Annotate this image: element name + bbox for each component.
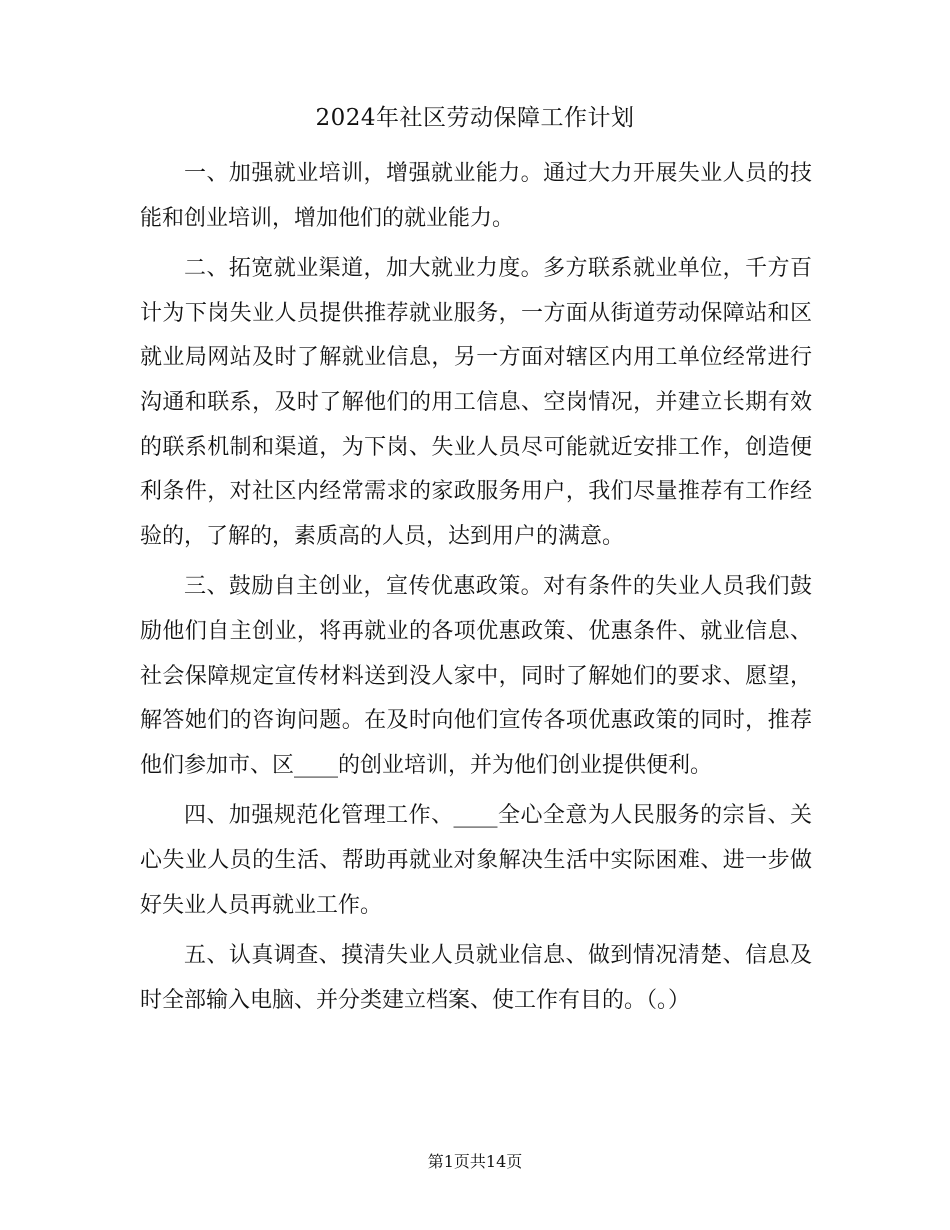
document-title: 2024年社区劳动保障工作计划 (315, 105, 635, 131)
paragraph-4: 四、加强规范化管理工作、____全心全意为人民服务的宗旨、关心失业人员的生活、帮助再就业对象解决生活中实际困难、进一步做好失业人员再就业工作。 (140, 803, 812, 918)
page-number-footer: 第1页共14页 (427, 1152, 523, 1171)
paragraph-5: 五、认真调查、摸清失业人员就业信息、做到情况清楚、信息及时全部输入电脑、并分类建立档案、使工作有目的。（。） (140, 943, 812, 1013)
document-body (140, 152, 812, 1029)
paragraph-1: 一、加强就业培训，增强就业能力。通过大力开展失业人员的技能和创业培训，增加他们的就业能力。 (140, 161, 812, 231)
paragraph-3: 三、鼓励自主创业，宣传优惠政策。对有条件的失业人员我们鼓励他们自主创业，将再就业的各项优惠政策、优惠条件、就业信息、社会保障规定宣传材料送到没人家中，同时了解她们的要求、愿望，解答她们的咨询问题。在及时向他们宣传各项优惠政策的同时，推荐他们参加市、区____的创业培训，并为他们创业提供便利。 (140, 574, 812, 778)
paragraph-2: 二、拓宽就业渠道，加大就业力度。多方联系就业单位，千方百计为下岗失业人员提供推荐就业服务，一方面从街道劳动保障站和区就业局网站及时了解就业信息，另一方面对辖区内用工单位经常进行沟通和联系，及时了解他们的用工信息、空岗情况，并建立长期有效的联系机制和渠道，为下岗、失业人员尽可能就近安排工作，创造便利条件，对社区内经常需求的家政服务用户，我们尽量推荐有工作经验的，了解的，素质高的人员，达到用户的满意。 (140, 256, 812, 549)
